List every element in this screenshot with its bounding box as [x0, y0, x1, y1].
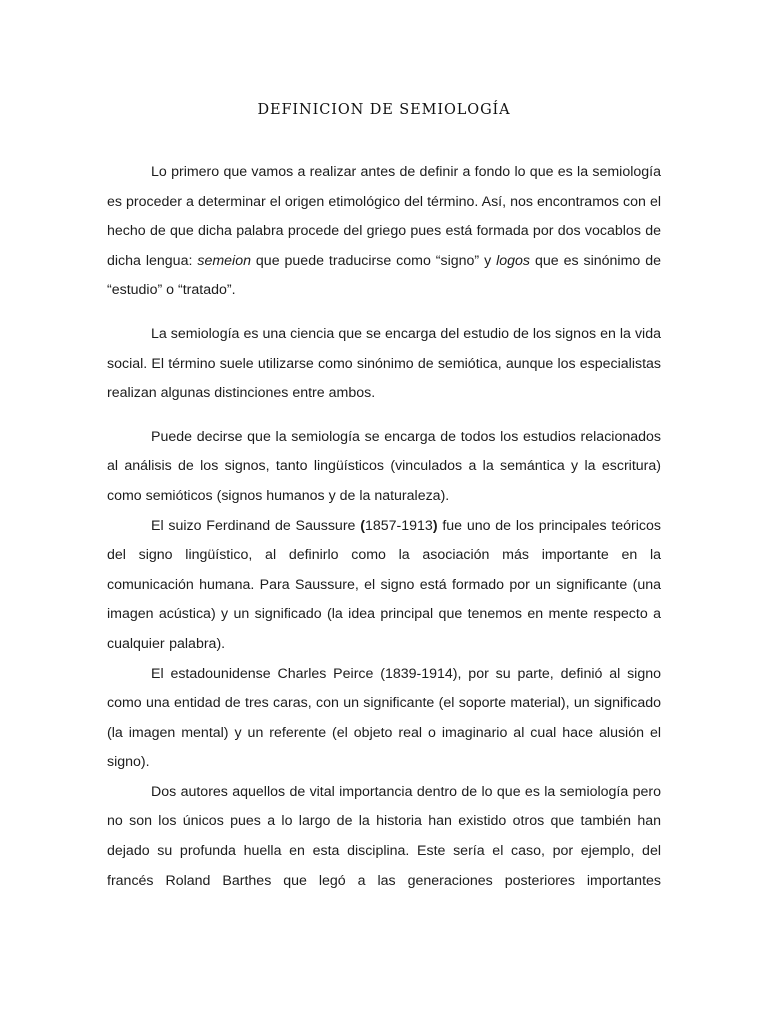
paragraph-text: El suizo Ferdinand de Saussure: [151, 517, 361, 534]
bold-paren-close: ): [432, 517, 438, 534]
paragraph-saussure: [107, 512, 661, 660]
paragraph-text: que puede traducirse como “signo” y: [250, 252, 497, 269]
paragraph-peirce: El estadounidense Charles Peirce (1839-1914), por su parte, definió al signo como una entidad de tres caras, con un significante (el soporte material), un significado (la imagen mental) y un referente (el objeto real o imaginario al cual hace alusión el signo).: [107, 665, 661, 771]
paragraph-text: fue uno de los principales teóricos del signo lingüístico, al definirlo como la asociación más importante en la comunicación humana. Para Saussure, el signo está formado por un significante (una imagen acústica) y un significado (la idea principal que tenemos en mente respecto a cualquier palabra).: [107, 517, 662, 652]
document-body: [107, 158, 661, 896]
greek-term-semeion: semeion: [197, 252, 251, 269]
saussure-dates: 1857-1913: [364, 517, 433, 534]
paragraph-text: Lo primero que vamos a realizar antes de definir a fondo lo que es la semiología es proceder a determinar el origen etimológico del término. Así, nos encontramos con el hecho de que dicha palabra procede del griego pues está formada por dos vocablos de dicha lengua:: [107, 164, 661, 269]
document-title: DEFINICION DE SEMIOLOGÍA: [257, 102, 511, 118]
greek-term-logos: logos: [496, 252, 531, 269]
paragraph-text: que es sinónimo de “estudio” o “tratado”.: [107, 252, 661, 299]
bold-paren-open: (: [360, 517, 365, 534]
paragraph-scope: Puede decirse que la semiología se encarga de todos los estudios relacionados al análisis de los signos, tanto lingüísticos (vinculados a la semántica y la escritura) como semióticos (signos humanos y de la naturaleza).: [107, 428, 661, 504]
paragraph-barthes: Dos autores aquellos de vital importancia dentro de lo que es la semiología pero no son los únicos pues a lo largo de la historia han existido otros que también han dejado su profunda huella en esta disciplina. Este sería el caso, por ejemplo, del francés Roland Barthes que legó a las generaciones posteriores importantes: [107, 783, 661, 889]
paragraph-etymology: [107, 158, 661, 306]
paragraph-definition: La semiología es una ciencia que se encarga del estudio de los signos en la vida social. El término suele utilizarse como sinónimo de semiótica, aunque los especialistas realizan algunas distinciones entre ambos.: [107, 325, 661, 402]
